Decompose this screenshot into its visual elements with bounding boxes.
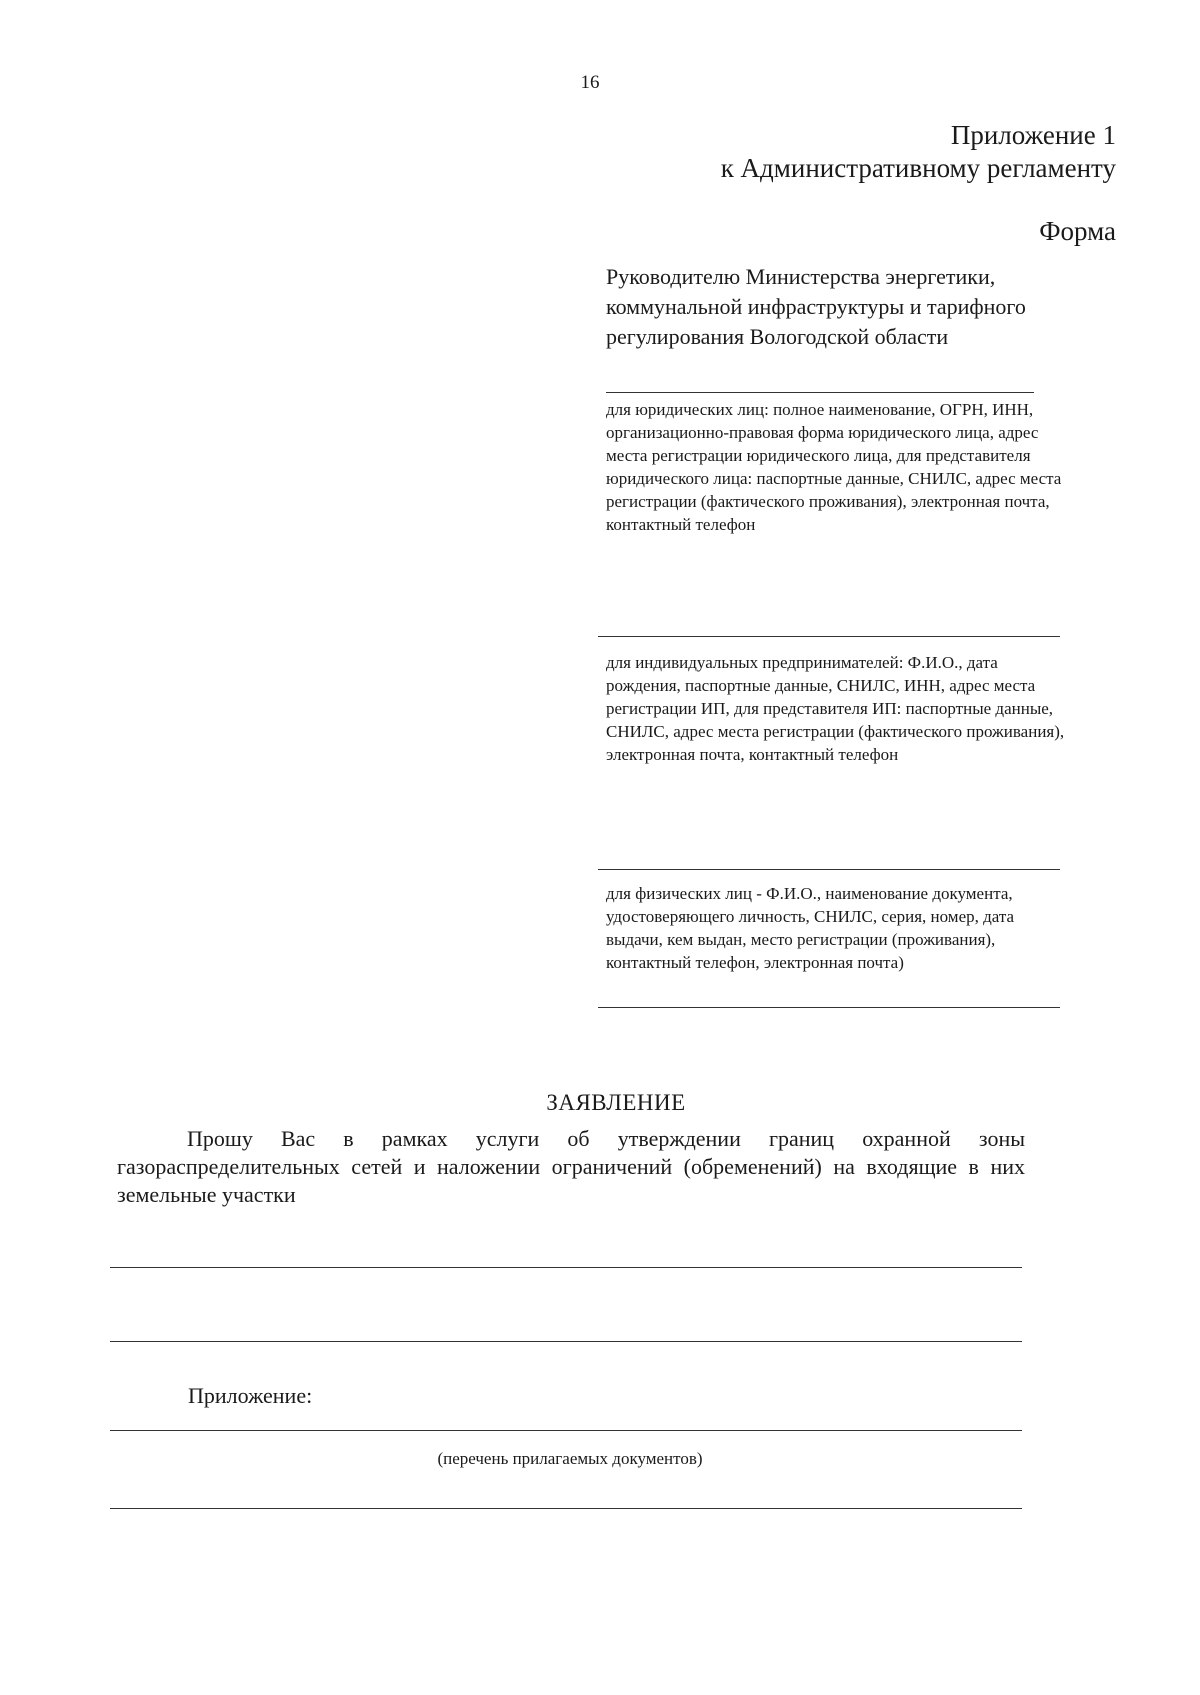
appendix-subtitle: к Административному регламенту [720, 153, 1116, 183]
individual-note: для физических лиц - Ф.И.О., наименование документа, удостоверяющего личность, СНИЛС, серия, номер, дата выдачи, кем выдан, место регистрации (проживания), контактный телефон, электронная почта) [606, 884, 1015, 972]
statement-body [117, 1125, 1025, 1209]
attachment-input-line[interactable] [110, 1430, 1022, 1431]
individual-input-line[interactable] [598, 869, 1060, 870]
legal-entity-note: для юридических лиц: полное наименование, ОГРН, ИНН, организационно-правовая форма юридического лица, адрес места регистрации юридического лица, для представителя юридического лица: паспортные данные, СНИЛС, адрес места регистрации (фактического проживания), электронная почта, контактный телефон [606, 400, 1062, 534]
legal-entity-input-line[interactable] [606, 392, 1034, 393]
request-input-line-1[interactable] [110, 1267, 1022, 1268]
attachment-label: Приложение: [188, 1383, 313, 1408]
statement-title: ЗАЯВЛЕНИЕ [546, 1090, 686, 1115]
request-input-line-2[interactable] [110, 1341, 1022, 1342]
attachment-input-line-2[interactable] [110, 1508, 1022, 1509]
page-number: 16 [580, 72, 600, 93]
attachment-caption: (перечень прилагаемых документов) [437, 1449, 703, 1468]
addressee-block: Руководителю Министерства энергетики, коммунальной инфраструктуры и тарифного регулирования Вологодской области [606, 264, 1026, 349]
form-label: Форма [1039, 216, 1116, 246]
appendix-title: Приложение 1 [950, 120, 1116, 150]
entrepreneur-input-line[interactable] [598, 636, 1060, 637]
statement-text: Прошу Вас в рамках услуги об утверждении границ охранной зоны газораспределительных сетей и наложении ограничений (обременений) на входящие в них земельные участки [117, 1126, 1025, 1207]
entrepreneur-note: для индивидуальных предпринимателей: Ф.И.О., дата рождения, паспортные данные, СНИЛС, ИНН, адрес места регистрации ИП, для представителя ИП: паспортные данные, СНИЛС, адрес места регистрации (фактического проживания), электронная почта, контактный телефон [606, 653, 1065, 764]
individual-bottom-line [598, 1007, 1060, 1008]
